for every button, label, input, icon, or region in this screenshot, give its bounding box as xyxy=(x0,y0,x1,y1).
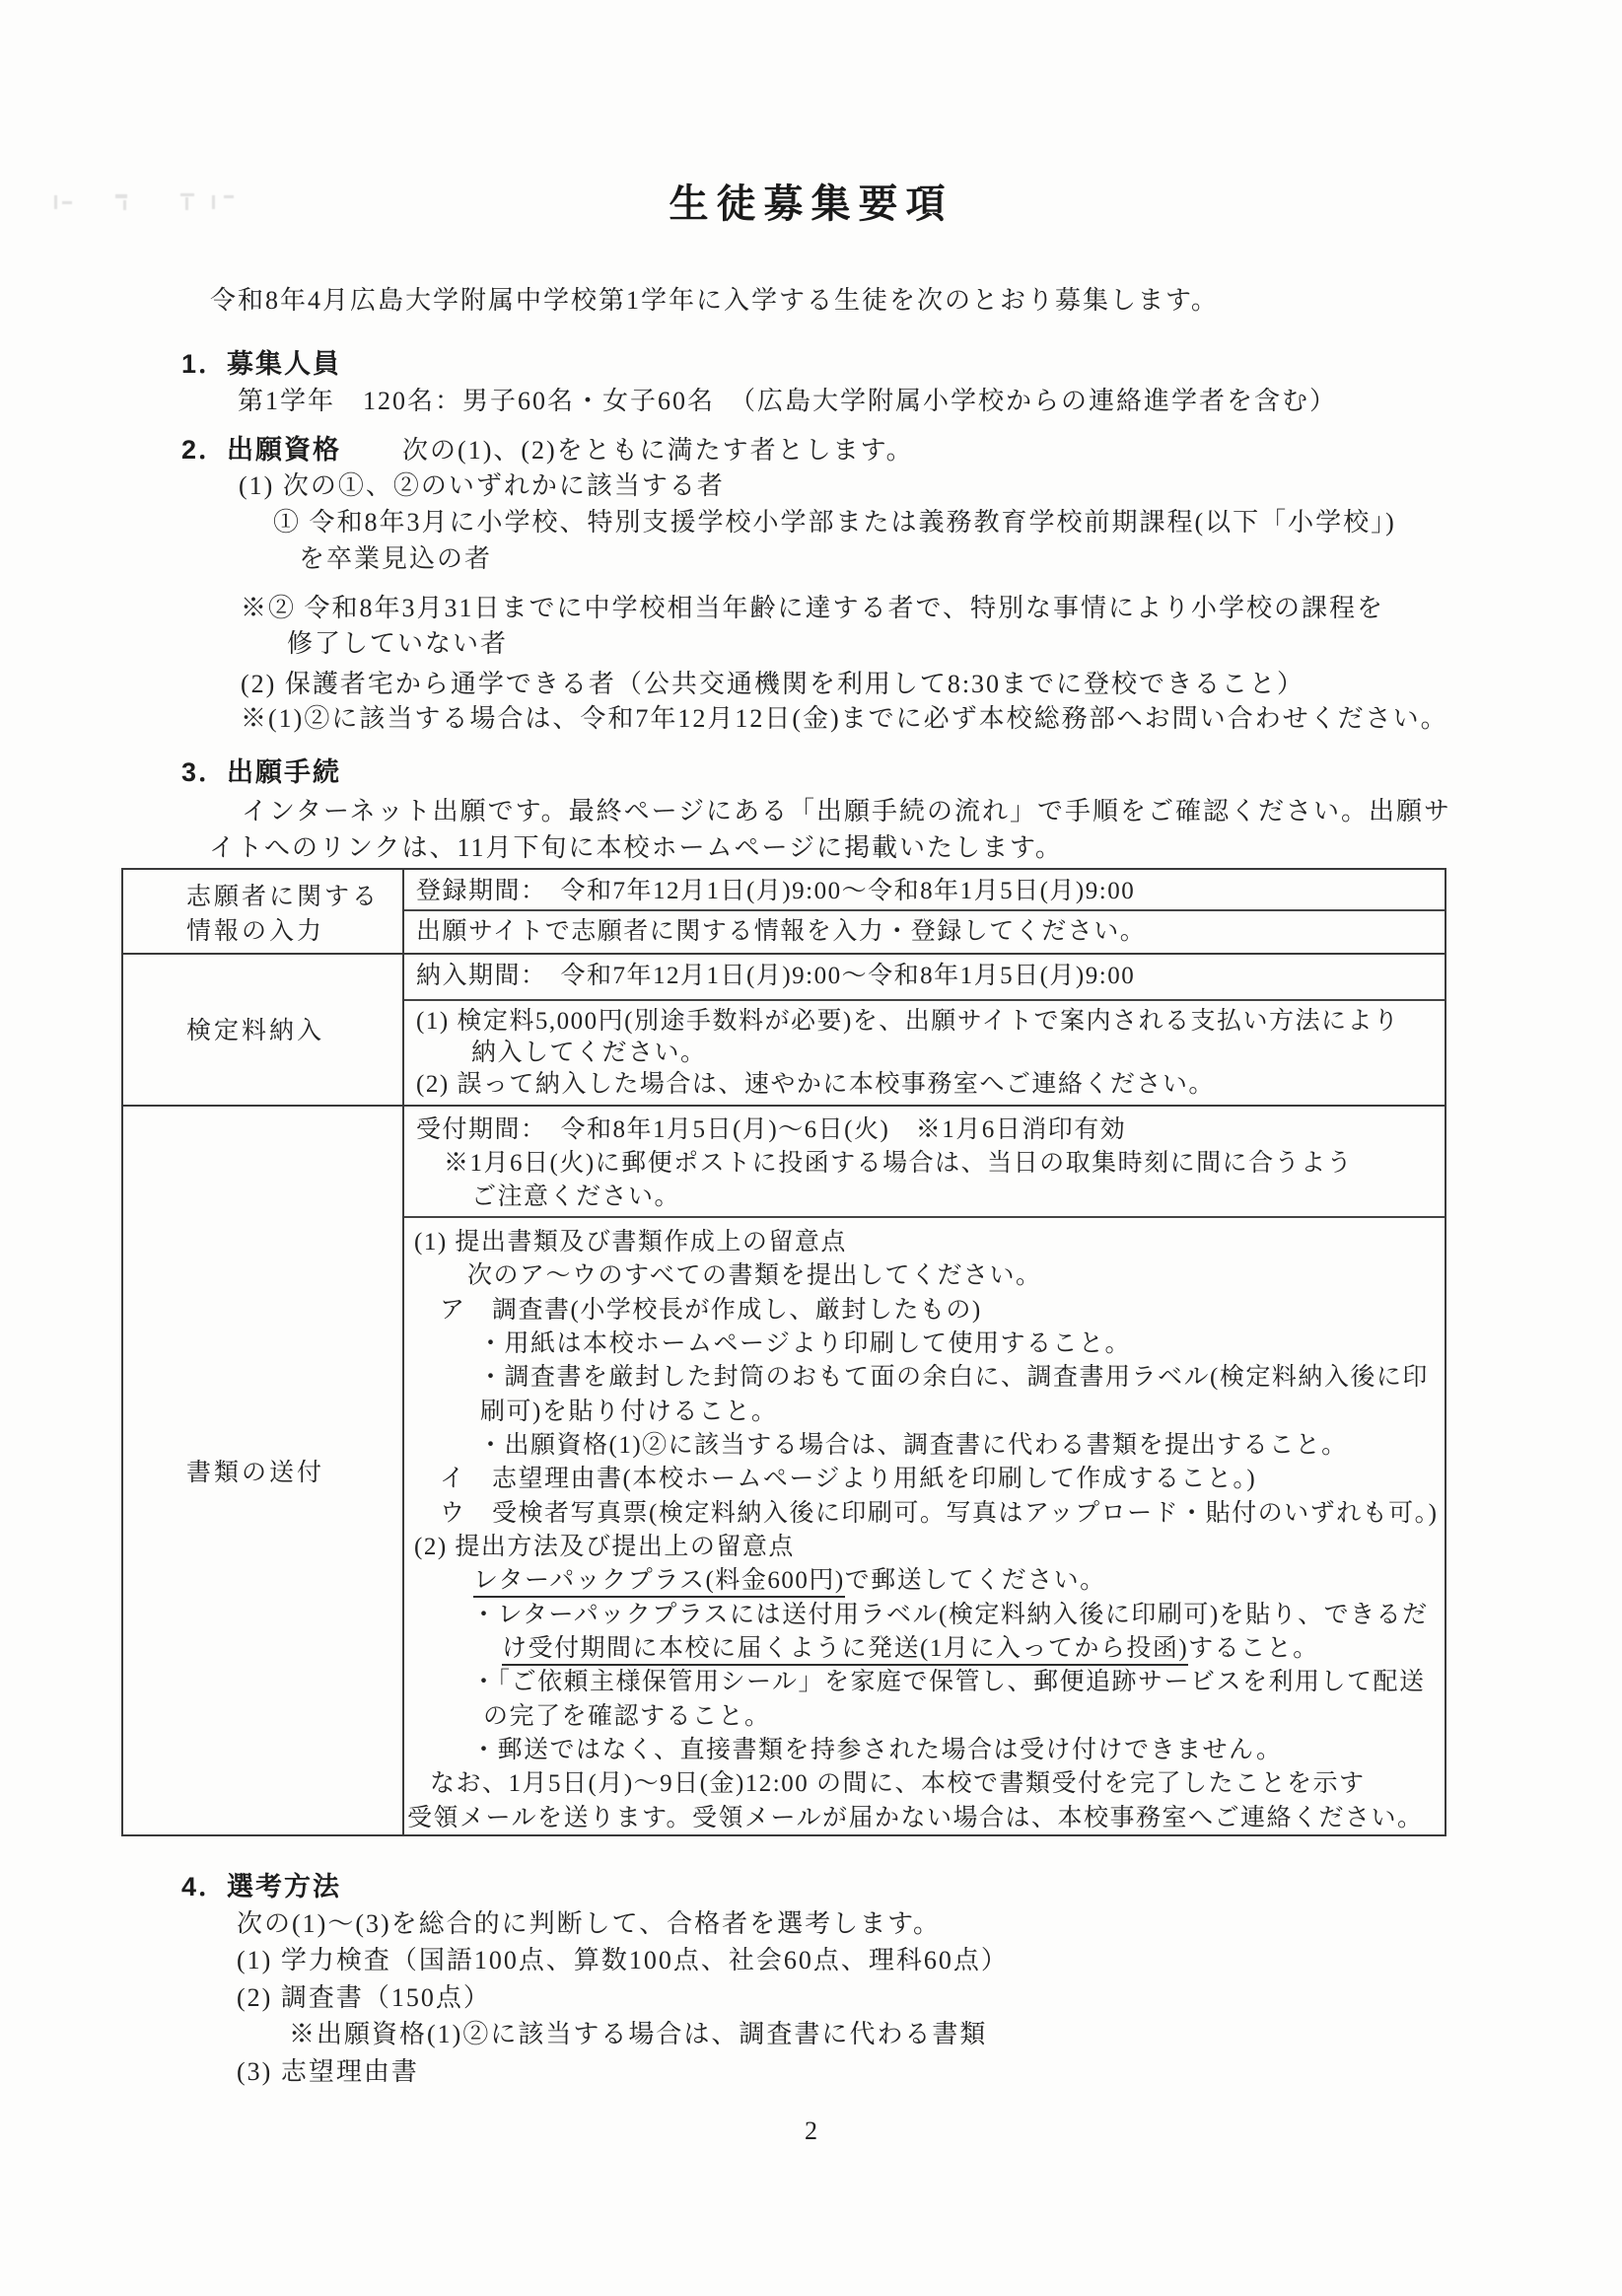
mailing-bullet1a: ・レターパックプラスには送付用ラベル(検定料納入後に印刷可)を貼り、できるだ xyxy=(471,1602,1429,1628)
docs-item-a: ア 調査書(小学校長が作成し、厳封したもの) xyxy=(440,1297,982,1324)
acceptance-period: 受付期間： 令和8年1月5日(月)～6日(火) ※1月6日消印有効 xyxy=(416,1116,1127,1143)
row-header-applicant-info-line2: 情報の入力 xyxy=(186,917,325,945)
section2-heading: 2．出願資格 xyxy=(181,435,342,465)
docs-item-u: ウ 受検者写真票(検定料納入後に印刷可。写真はアップロード・貼付のいずれも可。) xyxy=(440,1500,1439,1527)
registration-instruction: 出願サイトで志願者に関する情報を入力・登録してください。 xyxy=(416,918,1147,945)
mailing-method-underlined: レターパックプラス(料金600円) xyxy=(473,1567,845,1598)
section2-heading-line xyxy=(181,435,914,466)
intro-text: 令和8年4月広島大学附属中学校第1学年に入学する生徒を次のとおり募集します。 xyxy=(210,286,1219,315)
table-sub-divider-2 xyxy=(404,999,1445,1001)
docs-note-2-title: (2) 提出方法及び提出上の留意点 xyxy=(414,1534,795,1560)
section4-item-2: (2) 調査書（150点） xyxy=(237,1983,491,2012)
section2-item-1-1b: を卒業見込の者 xyxy=(299,544,493,573)
payment-note-1b: 納入してください。 xyxy=(471,1040,707,1066)
docs-item-a-bullet2a: ・調査書を厳封した封筒のおもて面の余白に、調査書用ラベル(検定料納入後に印 xyxy=(478,1364,1429,1391)
mailing-bullet1b-underlined: け受付期間に本校に届くように発送(1月に入ってから投函) xyxy=(502,1635,1188,1666)
section4-intro: 次の(1)～(3)を総合的に判断して、合格者を選考します。 xyxy=(237,1909,942,1938)
mailing-bullet2b: の完了を確認すること。 xyxy=(483,1703,771,1730)
acceptance-period-note1: ※1月6日(火)に郵便ポストに投函する場合は、当日の取集時刻に間に合うよう xyxy=(444,1150,1354,1177)
section4-item-1: (1) 学力検査（国語100点、算数100点、社会60点、理科60点） xyxy=(237,1946,1009,1974)
section1-capacity-line: 第1学年 120名：男子60名・女子60名 （広島大学附属小学校からの連絡進学者を含む） xyxy=(238,387,1338,415)
docs-item-a-bullet3: ・出願資格(1)②に該当する場合は、調査書に代わる書類を提出すること。 xyxy=(478,1432,1348,1459)
section2-item-1-2a: ※② 令和8年3月31日までに中学校相当年齢に達する者で、特別な事情により小学校の課程を xyxy=(241,594,1384,622)
section4-item-2-note: ※出願資格(1)②に該当する場合は、調査書に代わる書類 xyxy=(289,2020,988,2048)
acceptance-period-note2: ご注意ください。 xyxy=(471,1184,681,1210)
table-sub-divider-3 xyxy=(404,1216,1445,1218)
mailing-bullet1b xyxy=(502,1635,1319,1664)
row-header-applicant-info xyxy=(186,880,380,949)
section4-heading: 4．選考方法 xyxy=(181,1872,342,1901)
page-title: 生徒募集要項 xyxy=(669,182,953,226)
section3-para-line2: イトへのリンクは、11月下旬に本校ホームページに掲載いたします。 xyxy=(209,833,1063,862)
section2-item-2: (2) 保護者宅から通学できる者（公共交通機関を利用して8:30までに登校できること） xyxy=(241,670,1305,698)
section3-heading: 3．出願手続 xyxy=(181,757,342,787)
mailing-method-line xyxy=(473,1567,1106,1596)
section3-para-line1: インターネット出願です。最終ページにある「出願手続の流れ」で手順をご確認ください。出願サ xyxy=(242,797,1452,825)
section2-heading-rest: 次の(1)、(2)をともに満たす者とします。 xyxy=(402,436,914,465)
table-row-divider-1 xyxy=(123,953,1445,955)
payment-note-2: (2) 誤って納入した場合は、速やかに本校事務室へご連絡ください。 xyxy=(416,1071,1215,1098)
registration-period: 登録期間： 令和7年12月1日(月)9:00～令和8年1月5日(月)9:00 xyxy=(416,878,1136,904)
receipt-mail-note-b: 受領メールを送ります。受領メールが届かない場合は、本校事務室へご連絡ください。 xyxy=(407,1805,1424,1831)
application-procedure-table xyxy=(121,868,1446,1836)
section2-note: ※(1)②に該当する場合は、令和7年12月12日(金)までに必ず本校総務部へお問い合わせください。 xyxy=(241,704,1448,733)
docs-item-a-bullet2b: 刷可)を貼り付けること。 xyxy=(480,1399,778,1425)
payment-note-1a: (1) 検定料5,000円(別途手数料が必要)を、出願サイトで案内される支払い方法により xyxy=(416,1008,1400,1035)
section1-heading: 1．募集人員 xyxy=(181,349,342,379)
section2-item-1: (1) 次の①、②のいずれかに該当する者 xyxy=(239,471,725,500)
docs-note-1-title: (1) 提出書類及び書類作成上の留意点 xyxy=(414,1229,847,1256)
table-row-divider-2 xyxy=(123,1105,1445,1107)
section4-item-3: (3) 志望理由書 xyxy=(237,2057,419,2086)
payment-period: 納入期間： 令和7年12月1日(月)9:00～令和8年1月5日(月)9:00 xyxy=(416,963,1136,989)
mailing-bullet3: ・郵送ではなく、直接書類を持参された場合は受け付けできません。 xyxy=(471,1737,1283,1763)
page-number: 2 xyxy=(805,2117,817,2145)
docs-note-1-intro: 次のア～ウのすべての書類を提出してください。 xyxy=(467,1262,1042,1289)
docs-item-a-bullet1: ・用紙は本校ホームページより印刷して使用すること。 xyxy=(478,1330,1132,1357)
docs-item-i: イ 志望理由書(本校ホームページより用紙を印刷して作成すること。) xyxy=(440,1466,1257,1492)
row-header-document-sending: 書類の送付 xyxy=(186,1459,325,1486)
mailing-bullet1b-rest: すること。 xyxy=(1188,1635,1319,1662)
section2-item-1-2b: 修了していない者 xyxy=(287,629,509,658)
table-column-divider xyxy=(402,870,404,1834)
section2-item-1-1a: ① 令和8年3月に小学校、特別支援学校小学部または義務教育学校前期課程(以下「小学校」) xyxy=(273,508,1396,537)
mailing-method-rest: で郵送してください。 xyxy=(844,1567,1106,1594)
receipt-mail-note-a: なお、1月5日(月)～9日(金)12:00 の間に、本校で書類受付を完了したことを示す xyxy=(430,1770,1366,1797)
row-header-applicant-info-line1: 志願者に関する xyxy=(186,883,381,910)
table-sub-divider-1 xyxy=(404,909,1445,911)
row-header-fee-payment: 検定料納入 xyxy=(186,1017,325,1044)
mailing-bullet2a: ・「ご依頼主様保管用シール」を家庭で保管し、郵便追跡サービスを利用して配送 xyxy=(471,1669,1426,1695)
